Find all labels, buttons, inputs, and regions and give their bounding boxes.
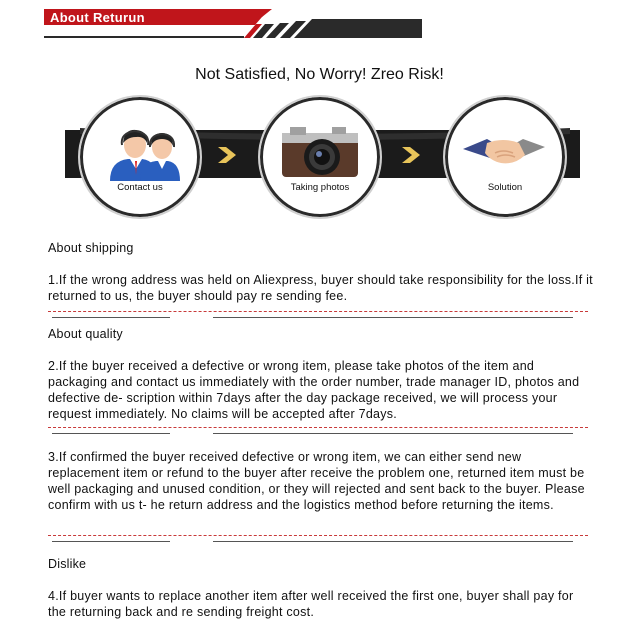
chevron-right-icon: [216, 145, 238, 165]
handshake-icon: [445, 113, 565, 193]
step-solution: [443, 95, 567, 219]
step-taking-photos: [258, 95, 382, 219]
tagline: Not Satisfied, No Worry! Zreo Risk!: [195, 66, 444, 83]
divider: [48, 427, 588, 439]
paragraph-dislike: 4.If buyer wants to replace another item after well received the first one, buyer shall pay for the returning back and re sending freight cost.: [48, 589, 574, 619]
paragraph-quality-defective: 2.If the buyer received a defective or wrong item, please take photos of the item and packaging and contact us immediately with the order number, trade manager ID, photos and defective de- scription within 7days after the day package received, we will process your request immediately. No claims will be accepted after 7days.: [48, 359, 580, 421]
section-title-quality: About quality: [48, 327, 123, 341]
divider: [48, 535, 588, 547]
step-label: Solution: [487, 182, 523, 193]
step-label: Taking photos: [290, 182, 350, 193]
section-title-dislike: Dislike: [48, 557, 87, 571]
divider: [48, 311, 588, 323]
step-contact-us: [78, 95, 202, 219]
paragraph-shipping: 1.If the wrong address was held on Aliexpress, buyer should take responsibility for the loss.If it returned to us, the buyer should pay re sending fee.: [48, 273, 593, 303]
paragraph-quality-replacement: 3.If confirmed the buyer received defective or wrong item, we can either send new replacement item or refund to the buyer after receive the problem one, returned item must be well packaging and unused condition, or they will rejected and sent back to the buyer. Please confirm with us t- he return address and the logistics method before returning the items.: [48, 450, 585, 512]
section-title-shipping: About shipping: [48, 241, 134, 255]
chevron-right-icon: [400, 145, 422, 165]
step-label: Contact us: [117, 182, 163, 193]
camera-icon: [260, 113, 380, 193]
header-title: About Returun: [50, 10, 145, 25]
